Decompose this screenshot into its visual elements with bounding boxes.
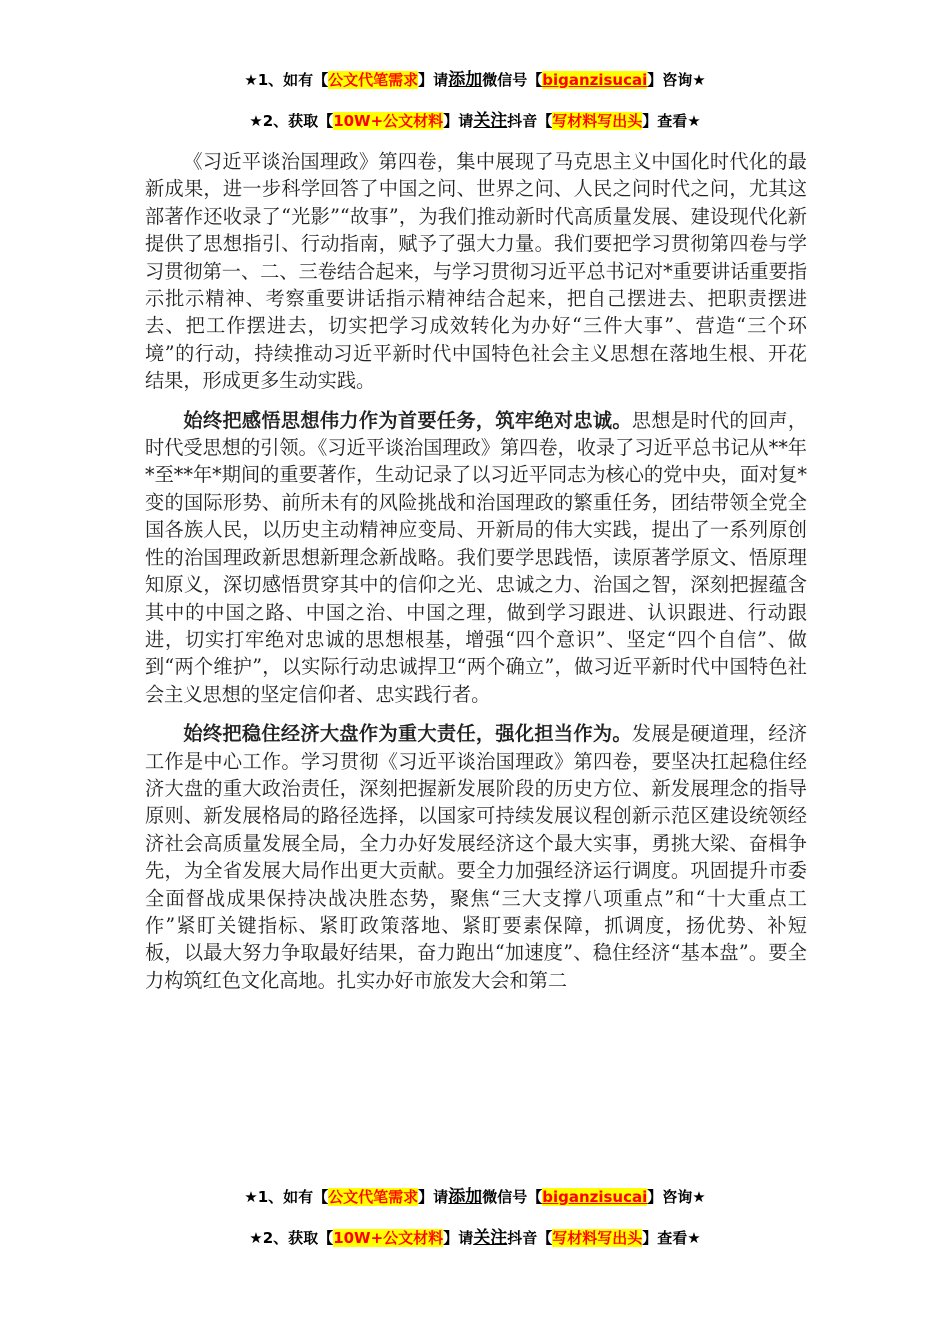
paragraph xyxy=(145,407,807,708)
emphasis-text: 关注 xyxy=(473,111,508,131)
paragraph xyxy=(145,720,807,994)
highlight-label: 公文代笔需求 xyxy=(328,1188,419,1206)
footer-banner-line-2 xyxy=(0,1227,950,1249)
emphasis-text: 添加 xyxy=(448,1187,483,1207)
highlight-label: 公文代笔需求 xyxy=(328,71,419,89)
banner-text: 微信号【 xyxy=(482,71,543,89)
banner-text: ★2、获取【 xyxy=(249,112,334,130)
banner-text: 】查看★ xyxy=(642,112,701,130)
highlight-label: 10W+公文材料 xyxy=(333,112,444,130)
banner-text: 】查看★ xyxy=(642,1229,701,1247)
highlight-label: 10W+公文材料 xyxy=(333,1229,444,1247)
banner-text: 抖音【 xyxy=(507,1229,553,1247)
banner-text: 】咨询★ xyxy=(647,1188,706,1206)
banner-text: 】请 xyxy=(443,112,474,130)
paragraph-text: 思想是时代的回声，时代受思想的引领。《习近平谈治国理政》第四卷，收录了习近平总书记从**年*至**年*期间的重要著作，生动记录了以习近平同志为核心的党中央，面对复*变的国际形势、前所未有的风险挑战和治国理政的繁重任务，团结带领全党全国各族人民，以历史主动精神应变局、开新局的伟大实践，提出了一系列原创性的治国理政新思想新理念新战略。我们要学思践悟，读原著学原文、悟原理知原义，深切感悟贯穿其中的信仰之光、忠诚之力、治国之智，深刻把握蕴含其中的中国之路、中国之治、中国之理，做到学习跟进、认识跟进、行动跟进，切实打牢绝对忠诚的思想根基，增强“四个意识”、坚定“四个自信”、做到“两个维护”，以实际行动忠诚捍卫“两个确立”，做习近平新时代中国特色社会主义思想的坚定信仰者、忠实践行者。 xyxy=(145,408,808,706)
highlight-label: 写材料写出头 xyxy=(552,112,643,130)
wechat-id-link[interactable]: biganzisucai xyxy=(542,1188,648,1206)
banner-text: 】请 xyxy=(443,1229,474,1247)
banner-text: 】请 xyxy=(418,1188,449,1206)
banner-text: ★1、如有【 xyxy=(244,1188,329,1206)
paragraph-text: 发展是硬道理，经济工作是中心工作。学习贯彻《习近平谈治国理政》第四卷，要坚决扛起稳住经济大盘的重大政治责任，深刻把握新发展阶段的历史方位、新发展理念的指导原则、新发展格局的路径选择，以国家可持续发展议程创新示范区建设统领经济社会高质量发展全局，全力办好发展经济这个最大实事，勇挑大梁、奋楫争先，为全省发展大局作出更大贡献。要全力加强经济运行调度。巩固提升市委全面督战成果保持决战决胜态势，聚焦“三大支撑八项重点”和“十大重点工作”紧盯关键指标、紧盯政策落地、紧盯要素保障，抓调度，扬优势、补短板，以最大努力争取最好结果，奋力跑出“加速度”、稳住经济“基本盘”。要全力构筑红色文化高地。扎实办好市旅发大会和第二 xyxy=(145,722,808,992)
banner-text: 】咨询★ xyxy=(647,71,706,89)
banner-line-2 xyxy=(0,110,950,132)
banner-text: ★1、如有【 xyxy=(244,71,329,89)
paragraph-lead: 始终把感悟思想伟力作为首要任务，筑牢绝对忠诚。 xyxy=(183,408,632,432)
document-body xyxy=(145,148,807,1006)
paragraph-lead: 始终把稳住经济大盘作为重大责任，强化担当作为。 xyxy=(183,722,632,746)
paragraph-text: 《习近平谈治国理政》第四卷，集中展现了马克思主义中国化时代化的最新成果，进一步科学回答了中国之问、世界之问、人民之问时代之问，尤其这部著作还收录了“光影”“故事”，为我们推动新时代高质量发展、建设现代化新提供了思想指引、行动指南，赋予了强大力量。我们要把学习贯彻第四卷与学习贯彻第一、二、三卷结合起来，与学习贯彻习近平总书记对*重要讲话重要指示批示精神、考察重要讲话指示精神结合起来，把自己摆进去、把职责摆进去、把工作摆进去，切实把学习成效转化为办好“三件大事”、营造“三个环境”的行动，持续推动习近平新时代中国特色社会主义思想在落地生根、开花结果，形成更多生动实践。 xyxy=(145,150,807,393)
banner-text: 抖音【 xyxy=(507,112,553,130)
footer-banner-line-1 xyxy=(0,1186,950,1208)
banner-text: ★2、获取【 xyxy=(249,1229,334,1247)
emphasis-text: 添加 xyxy=(448,70,483,90)
wechat-id-link[interactable]: biganzisucai xyxy=(542,71,648,89)
banner-text: 微信号【 xyxy=(482,1188,543,1206)
banner-text: 】请 xyxy=(418,71,449,89)
emphasis-text: 关注 xyxy=(473,1228,508,1248)
paragraph xyxy=(145,148,807,395)
banner-line-1 xyxy=(0,69,950,91)
highlight-label: 写材料写出头 xyxy=(552,1229,643,1247)
